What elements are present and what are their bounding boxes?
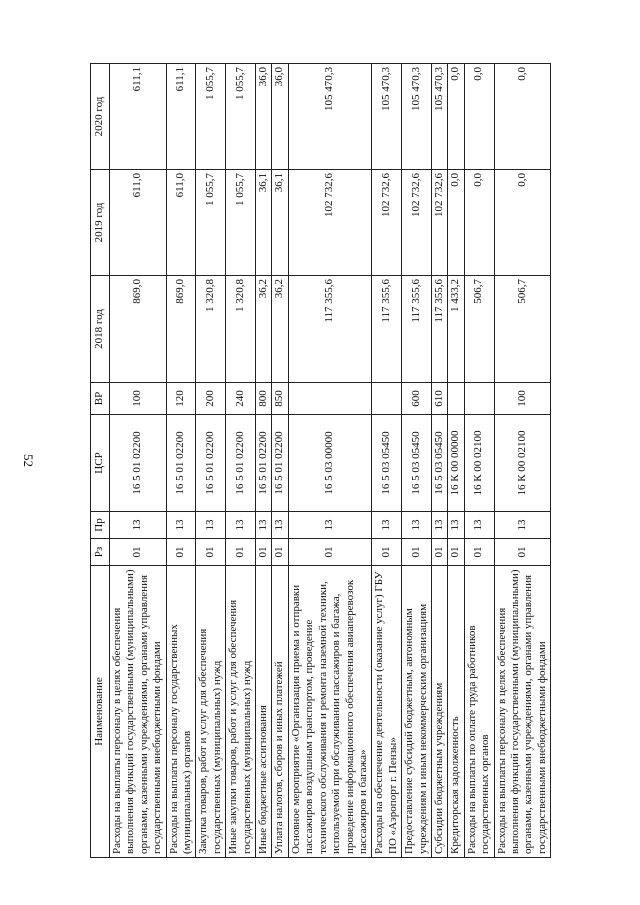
cell-rz: 01 — [402, 539, 432, 566]
cell-csr: 16 К 00 02100 — [464, 415, 494, 512]
cell-2020: 105 470,3 — [402, 64, 432, 170]
cell-2020: 611,1 — [110, 64, 167, 170]
cell-pr: 13 — [402, 512, 432, 539]
cell-vr: 610 — [431, 383, 447, 415]
cell-pr: 13 — [494, 512, 551, 539]
header-row — [91, 64, 110, 858]
cell-csr: 16 5 01 02200 — [256, 415, 272, 512]
cell-pr: 13 — [272, 512, 288, 539]
cell-name: Расходы на выплаты персоналу в целях обеспечения выполнения функций государственными (муниципальными) органами, казенными учреждениями, органами управления государственными внебюджетными фондами — [110, 566, 167, 858]
cell-2018: 869,0 — [110, 276, 167, 383]
cell-name: Уплата налогов, сборов и иных платежей — [272, 566, 288, 858]
cell-pr: 13 — [110, 512, 167, 539]
header-2018: 2018 год — [91, 276, 110, 383]
cell-vr: 100 — [494, 383, 551, 415]
cell-vr: 120 — [166, 383, 196, 415]
cell-2019: 102 732,6 — [288, 170, 371, 276]
cell-name: Субсидии бюджетным учреждениям — [431, 566, 447, 858]
cell-vr: 200 — [196, 383, 226, 415]
table-row — [272, 64, 288, 858]
cell-2019: 36,1 — [272, 170, 288, 276]
cell-name: Закупка товаров, работ и услуг для обеспечения государственных (муниципальных) нужд — [196, 566, 226, 858]
cell-csr: 16 5 01 02200 — [110, 415, 167, 512]
cell-2020: 611,1 — [166, 64, 196, 170]
cell-name: Расходы на выплаты по оплате труда работников государственных органов — [464, 566, 494, 858]
cell-vr: 850 — [272, 383, 288, 415]
cell-csr: 16 5 03 05450 — [372, 415, 402, 512]
cell-rz: 01 — [196, 539, 226, 566]
cell-csr: 16 5 03 05450 — [431, 415, 447, 512]
cell-rz: 01 — [431, 539, 447, 566]
cell-2018: 1 433,2 — [448, 276, 464, 383]
cell-2019: 611,0 — [166, 170, 196, 276]
cell-csr: 16 К 00 02100 — [494, 415, 551, 512]
page-number-text: 52 — [21, 454, 36, 467]
cell-rz: 01 — [166, 539, 196, 566]
cell-2018: 36,2 — [272, 276, 288, 383]
cell-pr: 13 — [372, 512, 402, 539]
header-2020: 2020 год — [91, 64, 110, 170]
cell-rz: 01 — [288, 539, 371, 566]
cell-2020: 36,0 — [256, 64, 272, 170]
header-csr: ЦСР — [91, 415, 110, 512]
cell-2018: 506,7 — [494, 276, 551, 383]
cell-2018: 869,0 — [166, 276, 196, 383]
cell-2019: 36,1 — [256, 170, 272, 276]
cell-csr: 16 5 03 05450 — [402, 415, 432, 512]
table-row — [448, 64, 464, 858]
cell-2018: 1 320,8 — [196, 276, 226, 383]
header-name: Наименование — [91, 566, 110, 858]
header-2019: 2019 год — [91, 170, 110, 276]
cell-name: Иные бюджетные ассигнования — [256, 566, 272, 858]
cell-csr: 16 5 03 00000 — [288, 415, 371, 512]
cell-vr: 800 — [256, 383, 272, 415]
cell-2018: 1 320,8 — [226, 276, 256, 383]
cell-2020: 1 055,7 — [226, 64, 256, 170]
cell-vr: 600 — [402, 383, 432, 415]
cell-vr — [288, 383, 371, 415]
header-rz: Рз — [91, 539, 110, 566]
table-body — [110, 64, 551, 858]
cell-rz: 01 — [494, 539, 551, 566]
cell-2018: 117 355,6 — [372, 276, 402, 383]
cell-rz: 01 — [256, 539, 272, 566]
cell-csr: 16 5 01 02200 — [166, 415, 196, 512]
cell-vr: 240 — [226, 383, 256, 415]
cell-2018: 506,7 — [464, 276, 494, 383]
table-row — [431, 64, 447, 858]
cell-2020: 1 055,7 — [196, 64, 226, 170]
cell-2019: 102 732,6 — [372, 170, 402, 276]
cell-rz: 01 — [448, 539, 464, 566]
table-row — [110, 64, 167, 858]
cell-vr — [464, 383, 494, 415]
cell-2019: 1 055,7 — [196, 170, 226, 276]
cell-2018: 36,2 — [256, 276, 272, 383]
cell-2018: 117 355,6 — [402, 276, 432, 383]
cell-2019: 611,0 — [110, 170, 167, 276]
cell-rz: 01 — [110, 539, 167, 566]
cell-pr: 13 — [448, 512, 464, 539]
cell-name: Предоставление субсидий бюджетным, автономным учреждениям и иным некоммерческим организациям — [402, 566, 432, 858]
cell-name: Расходы на выплаты персоналу в целях обеспечения выполнения функций государственными (муниципальными) органами, казенными учреждениями, органами управления государственными внебюджетными фондами — [494, 566, 551, 858]
cell-2019: 0,0 — [464, 170, 494, 276]
cell-2019: 102 732,6 — [402, 170, 432, 276]
table-row — [166, 64, 196, 858]
table-row — [196, 64, 226, 858]
cell-rz: 01 — [464, 539, 494, 566]
table-row — [372, 64, 402, 858]
cell-2018: 117 355,6 — [288, 276, 371, 383]
cell-pr: 13 — [196, 512, 226, 539]
cell-pr: 13 — [288, 512, 371, 539]
cell-vr — [448, 383, 464, 415]
cell-vr — [372, 383, 402, 415]
cell-pr: 13 — [166, 512, 196, 539]
table-row — [288, 64, 371, 858]
cell-2019: 0,0 — [448, 170, 464, 276]
header-pr: Пр — [91, 512, 110, 539]
cell-2020: 105 470,3 — [431, 64, 447, 170]
cell-pr: 13 — [431, 512, 447, 539]
cell-pr: 13 — [256, 512, 272, 539]
cell-2020: 0,0 — [494, 64, 551, 170]
budget-table — [90, 63, 551, 858]
cell-rz: 01 — [372, 539, 402, 566]
cell-2018: 117 355,6 — [431, 276, 447, 383]
cell-rz: 01 — [272, 539, 288, 566]
cell-2019: 102 732,6 — [431, 170, 447, 276]
cell-name: Расходы на выплаты персоналу государственных (муниципальных) органов — [166, 566, 196, 858]
cell-2020: 0,0 — [448, 64, 464, 170]
cell-2020: 105 470,3 — [372, 64, 402, 170]
cell-csr: 16 5 01 02200 — [226, 415, 256, 512]
cell-rz: 01 — [226, 539, 256, 566]
cell-2019: 1 055,7 — [226, 170, 256, 276]
cell-2020: 0,0 — [464, 64, 494, 170]
cell-pr: 13 — [464, 512, 494, 539]
cell-2019: 0,0 — [494, 170, 551, 276]
cell-vr: 100 — [110, 383, 167, 415]
table-row — [464, 64, 494, 858]
rotated-table-container — [90, 64, 570, 858]
table-row — [256, 64, 272, 858]
header-vr: ВР — [91, 383, 110, 415]
cell-2020: 105 470,3 — [288, 64, 371, 170]
cell-csr: 16 К 00 00000 — [448, 415, 464, 512]
table-row — [402, 64, 432, 858]
cell-csr: 16 5 01 02200 — [196, 415, 226, 512]
cell-pr: 13 — [226, 512, 256, 539]
cell-name: Расходы на обеспечение деятельности (оказание услуг) ГБУ ПО «Аэропорт г. Пензы» — [372, 566, 402, 858]
table-row — [494, 64, 551, 858]
cell-name: Иные закупки товаров, работ и услуг для обеспечения государственных (муниципальных) нужд — [226, 566, 256, 858]
cell-csr: 16 5 01 02200 — [272, 415, 288, 512]
cell-2020: 36,0 — [272, 64, 288, 170]
table-row — [226, 64, 256, 858]
cell-name: Основное мероприятие «Организация приема и отправки пассажиров воздушным транспортом, проведение технического обслуживания и ремонта наземной техники, используемой при обслуживании пассажиров и багажа, проведение информационного обеспечения авиаперевозок пассажиров и багажа» — [288, 566, 371, 858]
cell-name: Кредиторская задолженность — [448, 566, 464, 858]
